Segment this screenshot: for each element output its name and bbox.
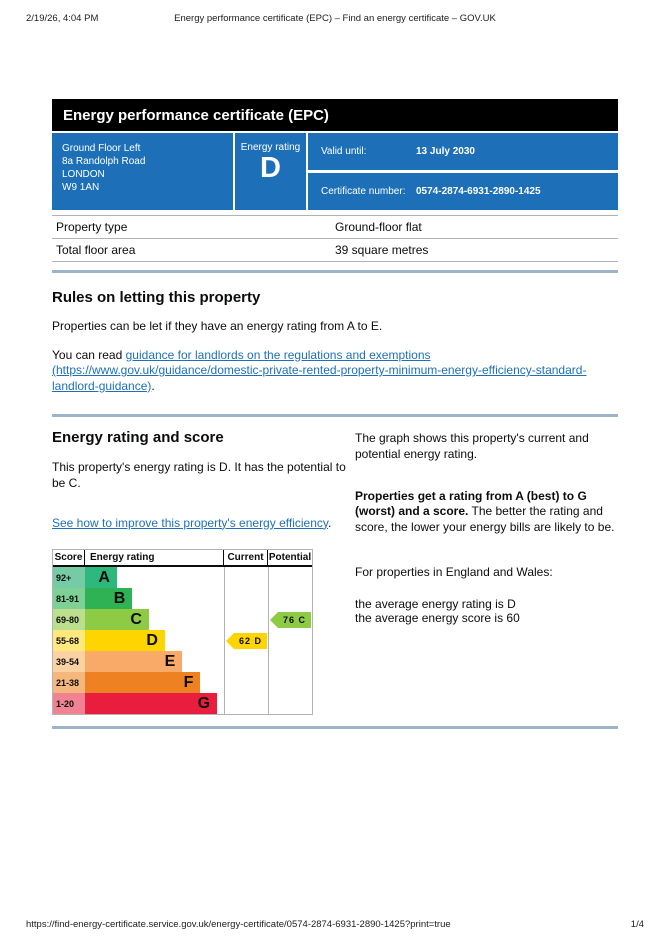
property-address [52, 133, 233, 210]
rating-explainer-bold: Properties get a rating from A (best) to G (worst) and a score. [355, 488, 587, 519]
rating-section [52, 429, 618, 715]
address-line: Ground Floor Left [62, 143, 141, 154]
band-score-range: 1-20 [53, 693, 85, 714]
rating-explainer-rest: The better the rating and score, the lower your energy bills are likely to be. [355, 504, 615, 534]
band-letter: F [183, 673, 194, 691]
print-header [0, 13, 670, 24]
band-bar-f [85, 672, 200, 693]
improve-efficiency-link[interactable]: See how to improve this property's energy efficiency [52, 515, 328, 530]
averages-list [355, 597, 618, 625]
chart-header-current: Current [224, 550, 268, 565]
guidance-suffix: . [151, 378, 155, 393]
guidance-prefix: You can read [52, 347, 126, 362]
rules-heading: Rules on letting this property [52, 289, 261, 306]
address-line: W9 1AN [62, 182, 100, 193]
certificate-summary [52, 133, 618, 210]
valid-until-value: 13 July 2030 [416, 146, 475, 157]
band-score-range: 21-38 [53, 672, 85, 693]
certificate-number-value: 0574-2874-6931-2890-1425 [416, 186, 541, 197]
certificate-number-row [308, 173, 618, 210]
print-page-number: 1/4 [630, 919, 644, 930]
band-letter: E [164, 652, 176, 670]
floor-area-value: 39 square metres [335, 243, 429, 257]
averages-intro: For properties in England and Wales: [355, 565, 553, 580]
band-letter: C [130, 610, 142, 628]
print-datetime: 2/19/26, 4:04 PM [26, 13, 99, 24]
band-letter: A [98, 568, 110, 586]
band-bar-a [85, 567, 117, 588]
band-score-range: 81-91 [53, 588, 85, 609]
average-score-line: the average energy score is 60 [355, 611, 520, 626]
epc-band-row-a [53, 567, 312, 588]
band-score-range: 69-80 [53, 609, 85, 630]
current-rating-arrow [226, 633, 267, 649]
section-divider [52, 270, 618, 273]
band-bar-d [85, 630, 165, 651]
rating-heading: Energy rating and score [52, 429, 224, 447]
rating-section-right [355, 429, 618, 715]
epc-band-row-e [53, 651, 312, 672]
band-bar-b [85, 588, 132, 609]
band-letter: G [197, 694, 211, 712]
band-score-range: 92+ [53, 567, 85, 588]
landlord-guidance-link[interactable]: guidance for landlords on the regulations and exemptions (https://www.gov.uk/guidance/domestic-private-rented-property-minimum-energy-efficiency-standard-landlord-guidance) [52, 347, 587, 393]
band-score-range: 55-68 [53, 630, 85, 651]
chart-header-score: Score [53, 550, 85, 565]
energy-rating-value: D [260, 152, 281, 184]
certificate-number-label: Certificate number: [321, 186, 406, 197]
chart-header-row [53, 550, 312, 567]
rating-section-left [52, 429, 355, 715]
certificate-meta [308, 133, 618, 210]
band-bar-e [85, 651, 182, 672]
certificate-title: Energy performance certificate (EPC) [63, 106, 329, 124]
potential-rating-arrow [270, 612, 311, 628]
rules-guidance-paragraph [52, 348, 618, 395]
valid-until-label: Valid until: [321, 146, 367, 157]
band-bar-g [85, 693, 217, 714]
epc-band-row-d [53, 630, 312, 651]
arrow-head-icon [226, 633, 234, 649]
graph-intro-paragraph: The graph shows this property's current and potential energy rating. [355, 431, 589, 461]
section-divider [52, 726, 618, 729]
address-line: LONDON [62, 169, 105, 180]
energy-rating-label: Energy rating [240, 142, 301, 153]
current-rating-value: 62 D [234, 633, 267, 649]
valid-until-row [308, 133, 618, 170]
table-row [52, 216, 618, 239]
rating-explainer-paragraph [355, 489, 618, 536]
certificate-banner [52, 99, 618, 131]
section-divider [52, 414, 618, 417]
band-bar-c [85, 609, 149, 630]
average-rating-line: the average energy rating is D [355, 596, 516, 611]
rules-paragraph: Properties can be let if they have an energy rating from A to E. [52, 319, 383, 333]
arrow-head-icon [270, 612, 278, 628]
print-page-title: Energy performance certificate (EPC) – Find an energy certificate – GOV.UK [174, 13, 496, 24]
epc-band-row-c [53, 609, 312, 630]
epc-band-row-f [53, 672, 312, 693]
property-type-value: Ground-floor flat [335, 220, 422, 234]
potential-rating-value: 76 C [278, 612, 311, 628]
chart-header-potential: Potential [268, 552, 312, 564]
rating-summary-paragraph: This property's energy rating is D. It has the potential to be C. [52, 460, 346, 490]
energy-rating-box [235, 133, 306, 210]
band-score-range: 39-54 [53, 651, 85, 672]
epc-rating-chart [52, 549, 313, 715]
print-url: https://find-energy-certificate.service.gov.uk/energy-certificate/0574-2874-6931-2890-1425?print=true [26, 919, 451, 930]
property-type-label: Property type [56, 220, 128, 234]
epc-band-row-g [53, 693, 312, 714]
band-letter: B [113, 589, 126, 607]
epc-band-row-b [53, 588, 312, 609]
band-letter: D [146, 631, 158, 649]
improve-paragraph [52, 516, 355, 532]
chart-header-rating: Energy rating [85, 550, 224, 565]
address-line: 8a Randolph Road [62, 156, 146, 167]
property-details-table [52, 215, 618, 262]
floor-area-label: Total floor area [56, 243, 136, 257]
table-row [52, 239, 618, 262]
print-footer [26, 919, 644, 930]
certificate-page [52, 99, 618, 729]
improve-suffix: . [327, 515, 332, 530]
